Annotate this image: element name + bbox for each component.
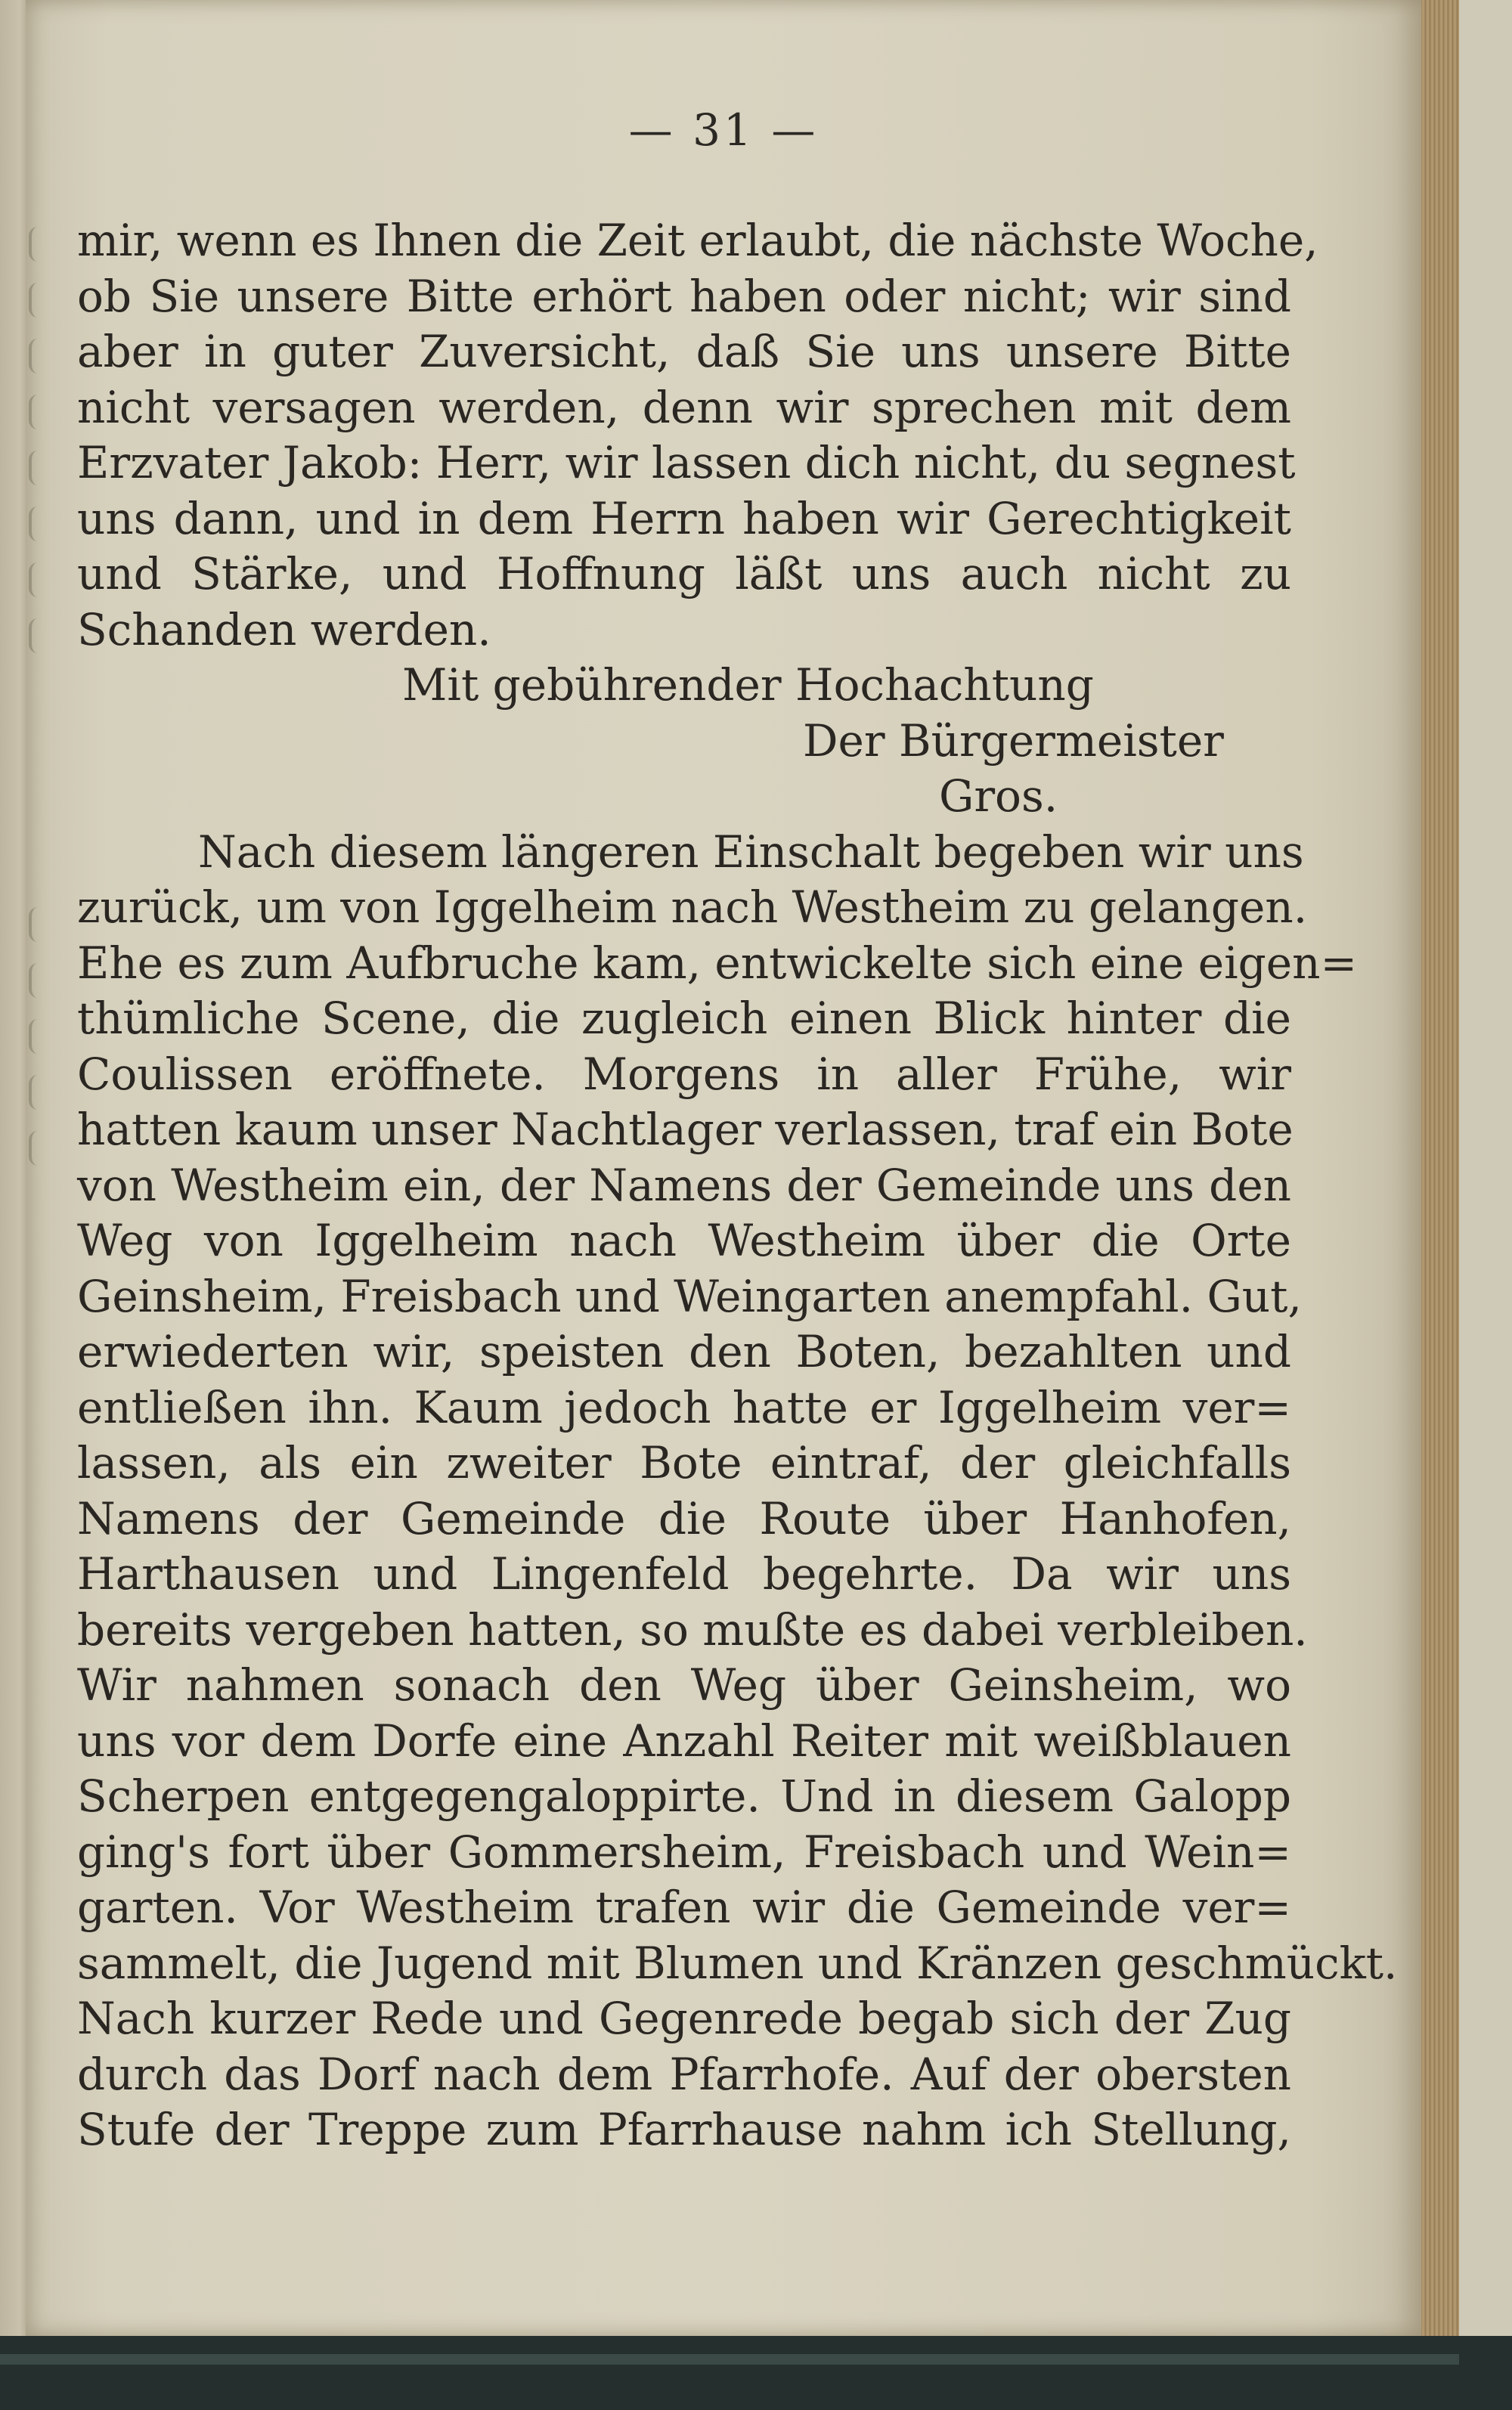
text-line: Erzvater Jakob: Herr, wir lassen dich nicht, du segnest — [77, 437, 1296, 488]
margin-show-through — [29, 227, 54, 1285]
text-line: erwiederten wir, speisten den Boten, bezahlten und — [77, 1326, 1291, 1377]
text-line: Nach diesem längeren Einschalt begeben wir uns — [198, 826, 1304, 878]
scanner-stripe — [0, 2354, 1459, 2365]
text-line: Stufe der Treppe zum Pfarrhause nahm ich Stellung, — [77, 2104, 1291, 2155]
page-text — [77, 213, 1398, 2158]
text-line: uns dann, und in dem Herrn haben wir Gerechtigkeit — [77, 492, 1291, 544]
background-paper — [1459, 0, 1512, 2410]
text-line: Geinsheim, Freisbach und Weingarten anempfahl. Gut, — [77, 1270, 1302, 1322]
text-line: Harthausen und Lingenfeld begehrte. Da wir uns — [77, 1548, 1291, 1600]
text-line: thümliche Scene, die zugleich einen Blick hinter die — [77, 993, 1291, 1044]
text-line: nicht versagen werden, denn wir sprechen mit dem — [77, 381, 1291, 433]
text-line: Ehe es zum Aufbruche kam, entwickelte sich eine eigen= — [77, 937, 1358, 989]
text-line: und Stärke, und Hoffnung läßt uns auch nicht zu — [77, 548, 1291, 599]
text-line: mir, wenn es Ihnen die Zeit erlaubt, die nächste Woche, — [77, 215, 1318, 266]
text-line: entließen ihn. Kaum jedoch hatte er Iggelheim ver= — [77, 1381, 1291, 1433]
page-edge — [1421, 0, 1459, 2336]
text-line: sammelt, die Jugend mit Blumen und Kränzen geschmückt. — [77, 1937, 1398, 1989]
text-line: hatten kaum unser Nachtlager verlassen, traf ein Bote — [77, 1104, 1294, 1155]
text-line: Schanden werden. — [77, 603, 491, 655]
text-line: Nach kurzer Rede und Gegenrede begab sich der Zug — [77, 1993, 1291, 2044]
text-line: uns vor dem Dorfe eine Anzahl Reiter mit weißblauen — [77, 1715, 1291, 1767]
scanner-bed — [0, 2336, 1512, 2410]
text-line: Namens der Gemeinde die Route über Hanhofen, — [77, 1492, 1291, 1544]
closing-title: Der Bürgermeister — [803, 714, 1224, 767]
text-line: zurück, um von Iggelheim nach Westheim zu gelangen. — [77, 881, 1308, 933]
text-line: Weg von Iggelheim nach Westheim über die Orte — [77, 1215, 1291, 1266]
text-line: Wir nahmen sonach den Weg über Geinsheim, wo — [77, 1659, 1291, 1711]
closing-salutation: Mit gebührender Hochachtung — [402, 659, 1094, 711]
text-line: garten. Vor Westheim trafen wir die Gemeinde ver= — [77, 1882, 1291, 1933]
text-line: aber in guter Zuversicht, daß Sie uns unsere Bitte — [77, 326, 1291, 377]
page-number: — 31 — — [628, 104, 819, 156]
text-line: Scherpen entgegengaloppirte. Und in diesem Galopp — [77, 1770, 1291, 1822]
text-line: lassen, als ein zweiter Bote eintraf, der gleichfalls — [77, 1437, 1291, 1488]
text-line: ging's fort über Gommersheim, Freisbach und Wein= — [77, 1826, 1291, 1878]
closing-signature: Gros. — [939, 770, 1058, 822]
text-line: ob Sie unsere Bitte erhört haben oder nicht; wir sind — [77, 270, 1291, 322]
book-page — [26, 0, 1421, 2336]
text-line: bereits vergeben hatten, so mußte es dabei verbleiben. — [77, 1603, 1308, 1656]
text-line: von Westheim ein, der Namens der Gemeinde uns den — [77, 1159, 1291, 1211]
text-line: durch das Dorf nach dem Pfarrhofe. Auf der obersten — [77, 2048, 1291, 2100]
text-line: Coulissen eröffnete. Morgens in aller Frühe, wir — [77, 1048, 1291, 1100]
